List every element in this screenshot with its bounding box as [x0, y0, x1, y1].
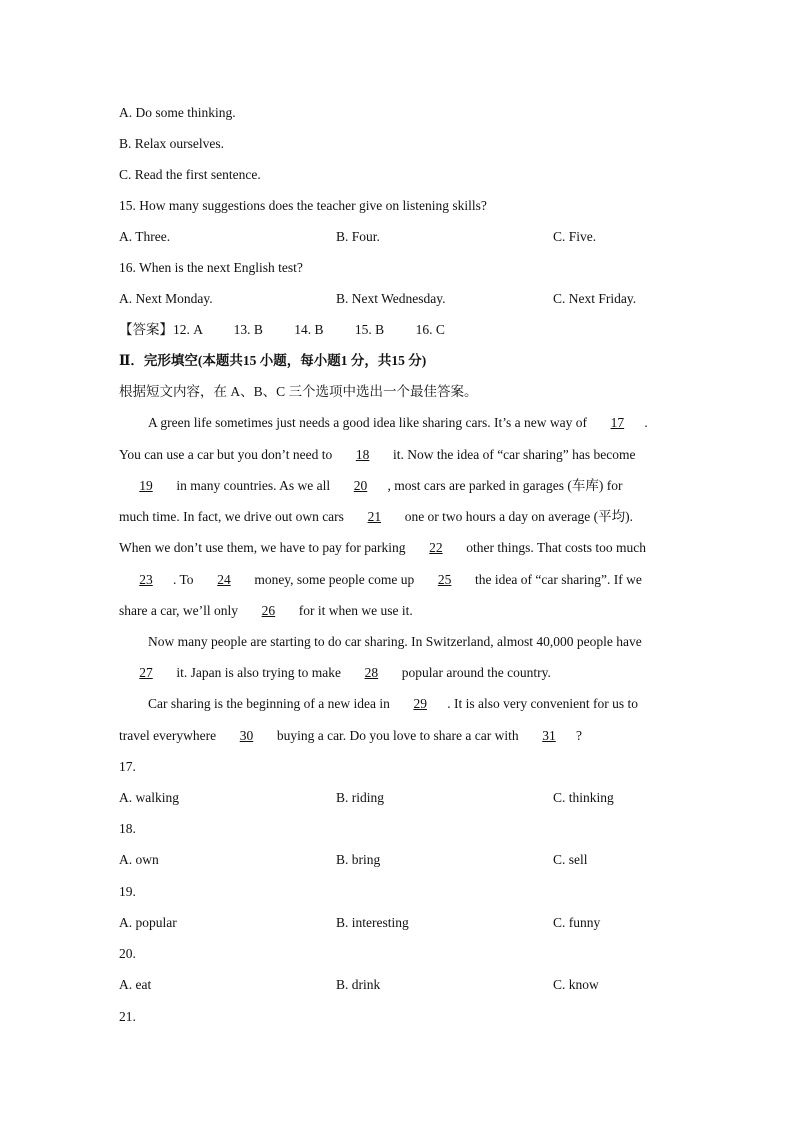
option-b-14: B. Relax ourselves. — [119, 136, 224, 151]
blank-18: 18 — [355, 447, 370, 462]
blank-21: 21 — [367, 509, 382, 524]
passage-line: When we don’t use them, we have to pay for parking 22 other things. That costs too much — [119, 540, 647, 555]
passage-line: Car sharing is the beginning of a new idea in 29 . It is also very convenient for us to — [148, 696, 639, 711]
blank-22: 22 — [429, 540, 443, 555]
cloze-option-b: B. riding — [336, 790, 385, 805]
cloze-option-b: B. interesting — [336, 915, 409, 930]
blank-27: 27 — [139, 665, 153, 680]
cloze-option-c: C. know — [553, 977, 599, 992]
section-instruction: 根据短文内容，在 A、B、C 三个选项中选出一个最佳答案。 — [119, 384, 478, 399]
blank-20: 20 — [353, 478, 368, 493]
question-16: 16. When is the next English test? — [119, 260, 303, 275]
cloze-number: 20. — [119, 946, 136, 961]
blank-24: 24 — [217, 572, 231, 587]
answer-item: 14. B — [294, 322, 324, 337]
cloze-option-b: B. bring — [336, 852, 381, 867]
question-15: 15. How many suggestions does the teacher give on listening skills? — [119, 198, 487, 213]
cloze-number: 18. — [119, 821, 136, 836]
passage-line: A green life sometimes just needs a good idea like sharing cars. It’s a new way of 17 . — [148, 415, 648, 430]
blank-23: 23 — [139, 572, 153, 587]
option-a-15: A. Three. — [119, 229, 171, 244]
cloze-option-a: A. popular — [119, 915, 177, 930]
cloze-option-a: A. own — [119, 852, 159, 867]
cloze-option-b: B. drink — [336, 977, 381, 992]
cloze-option-c: C. sell — [553, 852, 588, 867]
cloze-number: 21. — [119, 1009, 136, 1024]
cloze-option-c: C. funny — [553, 915, 601, 930]
option-c-15: C. Five. — [553, 229, 597, 244]
cloze-number: 17. — [119, 759, 136, 774]
answer-item: 15. B — [354, 322, 385, 337]
cloze-number: 19. — [119, 884, 136, 899]
option-b-15: B. Four. — [336, 229, 380, 244]
answer-item: 16. C — [415, 322, 445, 337]
option-a-16: A. Next Monday. — [119, 291, 213, 306]
option-b-16: B. Next Wednesday. — [336, 291, 446, 306]
answer-item: 13. B — [233, 322, 263, 337]
option-c-14: C. Read the first sentence. — [119, 167, 261, 182]
blank-29: 29 — [413, 696, 427, 711]
passage-line: 27 it. Japan is also trying to make 28 popular around the country. — [119, 664, 551, 682]
blank-26: 26 — [261, 603, 276, 618]
passage-line: You can use a car but you don’t need to 18 it. Now the idea of “car sharing” has become — [119, 447, 636, 462]
cloze-option-a: A. walking — [119, 790, 179, 805]
passage-line: 23 . To 24 money, some people come up 25 the idea of “car sharing”. If we — [119, 571, 642, 589]
option-c-16: C. Next Friday. — [553, 291, 637, 306]
blank-19: 19 — [139, 478, 153, 493]
blank-31: 31 — [542, 728, 556, 743]
passage-line: much time. In fact, we drive out own cars 21 one or two hours a day on average (平均). — [119, 509, 633, 524]
blank-28: 28 — [364, 665, 379, 680]
passage-line: travel everywhere 30 buying a car. Do you love to share a car with 31 ? — [119, 728, 583, 743]
blank-17: 17 — [610, 415, 625, 430]
cloze-option-a: A. eat — [119, 977, 152, 992]
option-a-14: A. Do some thinking. — [119, 105, 236, 120]
blank-30: 30 — [239, 728, 254, 743]
passage-line: share a car, we’ll only 26 for it when we use it. — [119, 603, 413, 618]
answer-key — [119, 321, 445, 339]
blank-25: 25 — [437, 572, 452, 587]
answer-item: 12. A — [173, 322, 203, 337]
cloze-option-c: C. thinking — [553, 790, 614, 805]
section-title: Ⅱ．完形填空(本题共15 小题，每小题1 分，共15 分) — [119, 353, 427, 368]
passage-line: 19 in many countries. As we all 20 , most cars are parked in garages (车库) for — [119, 477, 623, 495]
answer-label: 【答案】 — [119, 322, 173, 337]
passage-line: Now many people are starting to do car sharing. In Switzerland, almost 40,000 people have — [148, 634, 642, 649]
